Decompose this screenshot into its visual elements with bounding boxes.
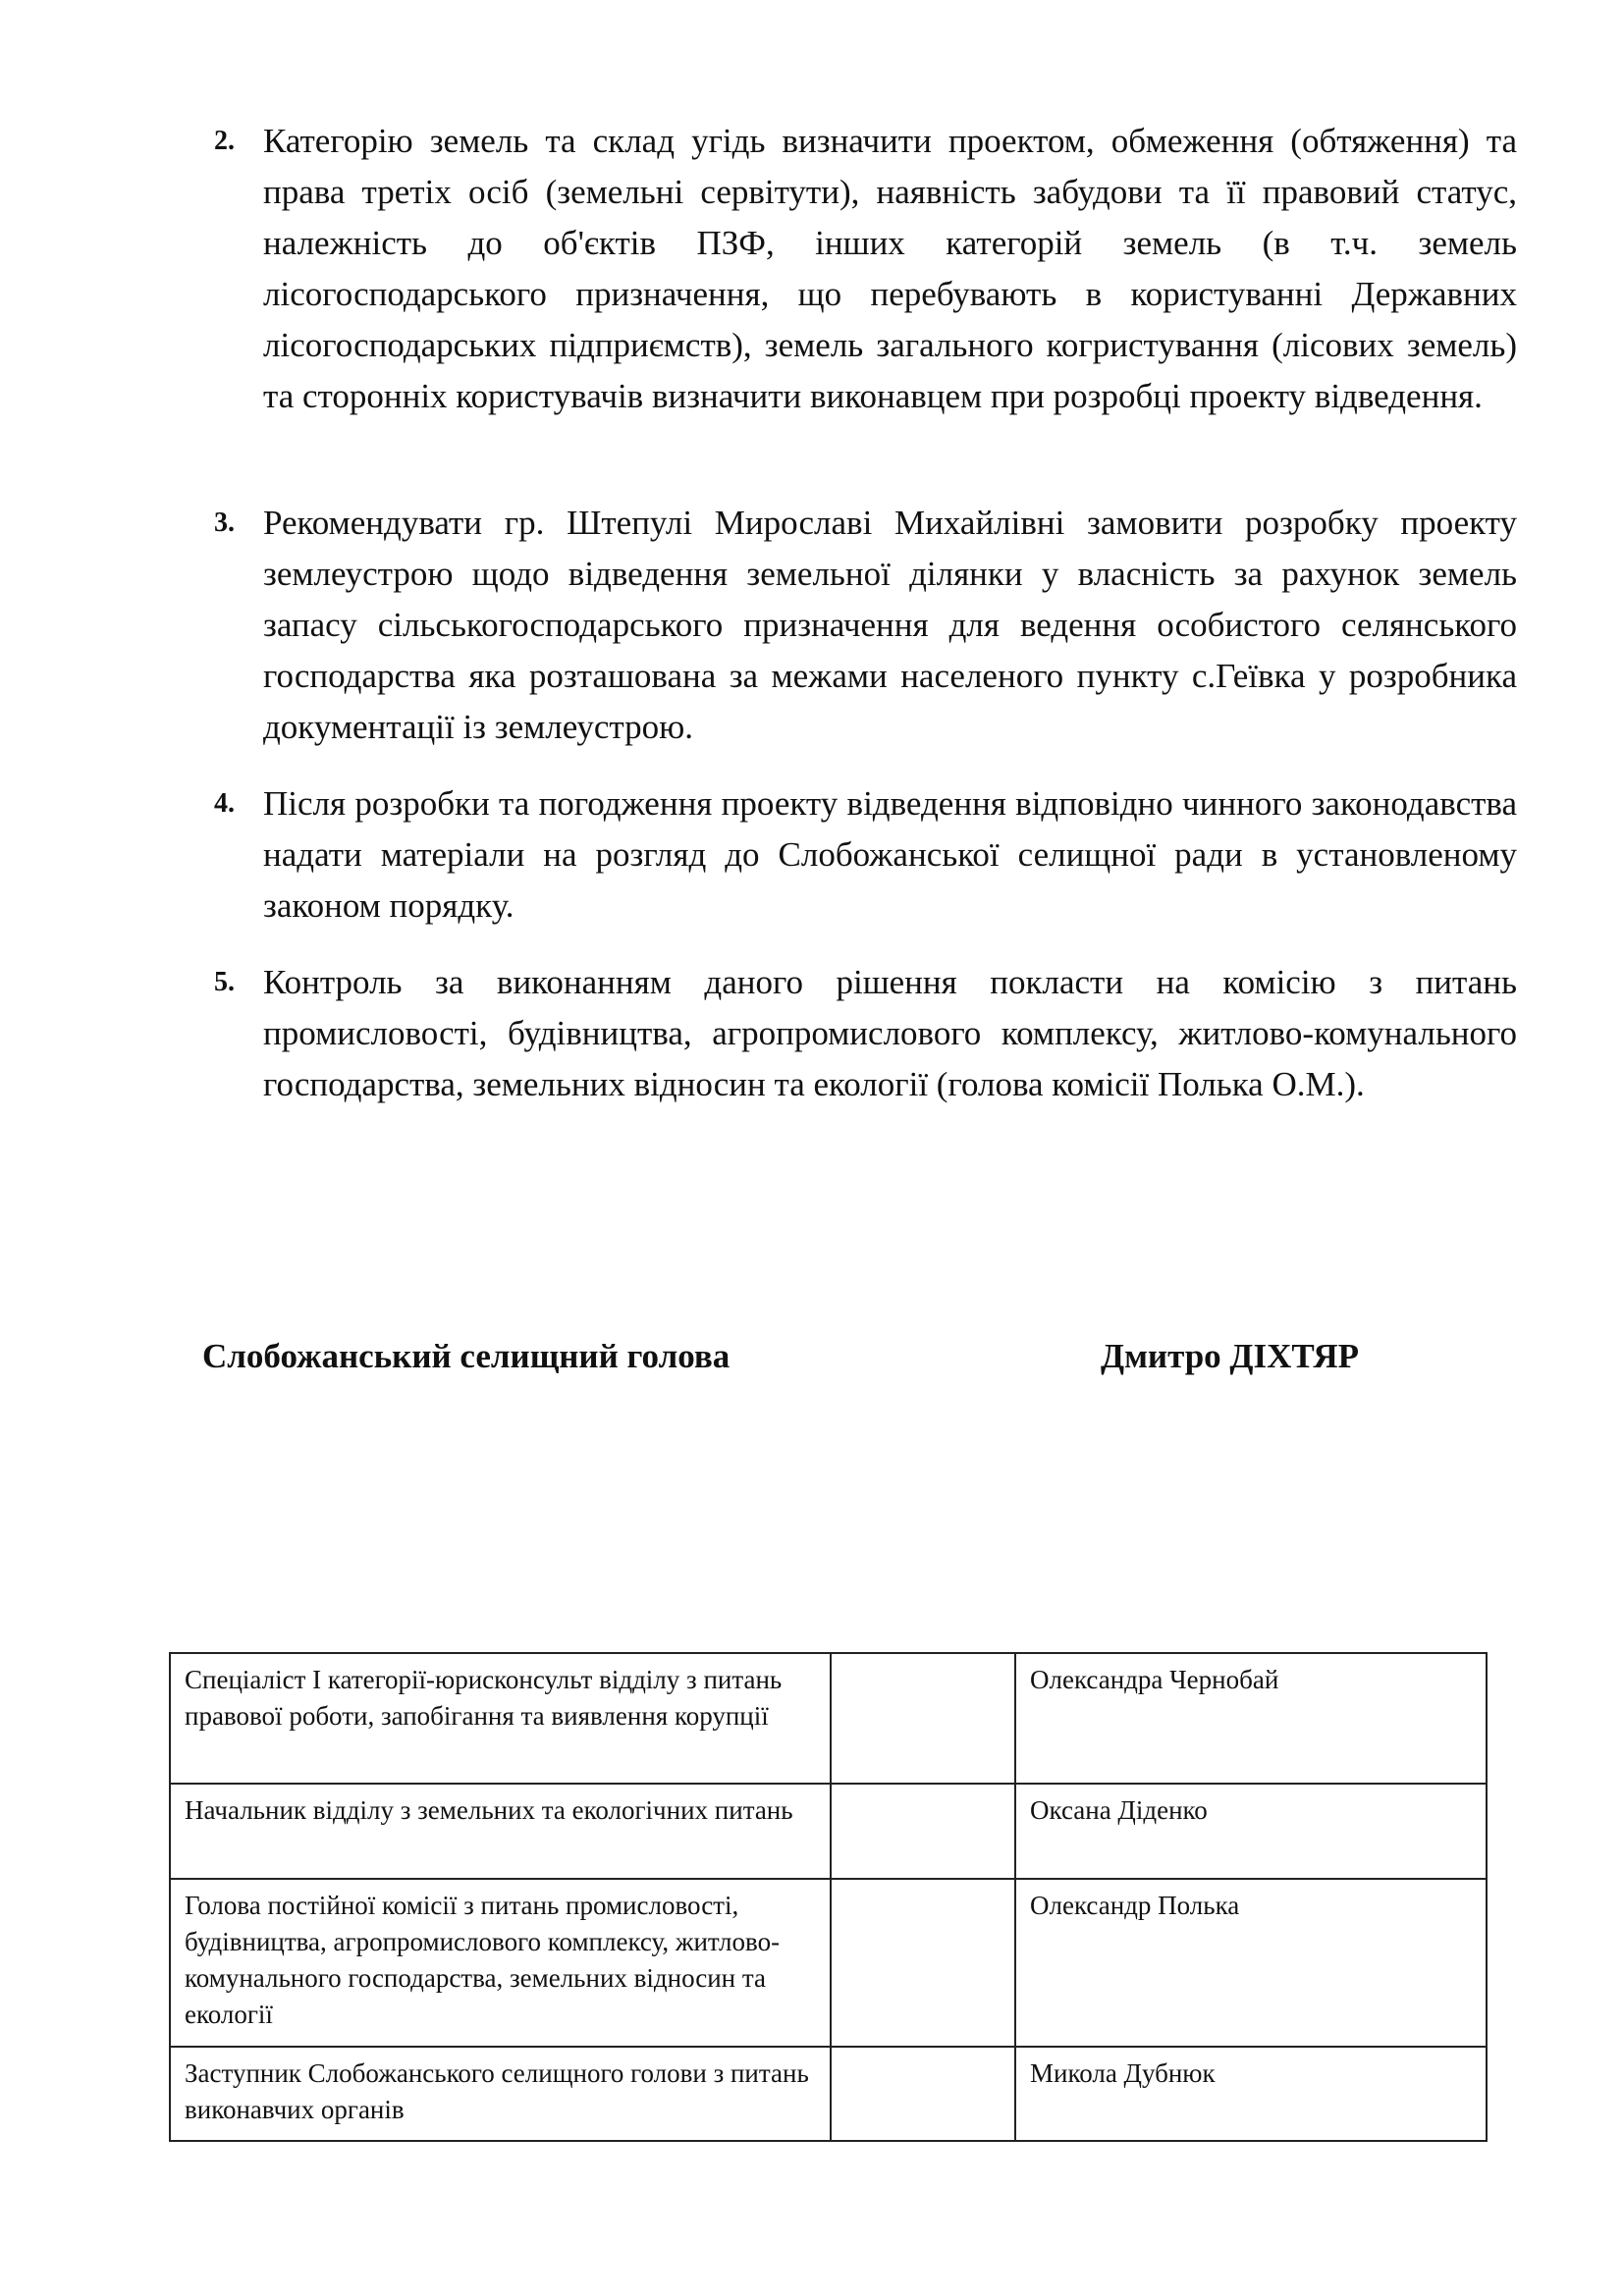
signature-cell	[831, 1784, 1015, 1879]
approval-table	[169, 1652, 1488, 2142]
signature-cell	[831, 2047, 1015, 2141]
decision-item-5	[214, 957, 1517, 1110]
approver-name: Олександр Полька	[1015, 1879, 1487, 2047]
item-text: Рекомендувати гр. Штепулі Мирославі Михайлівні замовити розробку проекту землеустрою щодо відведення земельної ділянки у власність за рахунок земель запасу сільськогосподарського призначення для ведення особистого селянського господарства яка розташована за межами населеного пункту с.Геївка у розробника документації із землеустрою.	[263, 504, 1517, 746]
item-text: Контроль за виконанням даного рішення покласти на комісію з питань промисловості, будівництва, агропромислового комплексу, житлово-комунального господарства, земельних відносин та екології (голова комісії Полька О.М.).	[263, 963, 1517, 1103]
item-number: 2.	[214, 126, 235, 156]
item-text: Після розробки та погодження проекту відведення відповідно чинного законодавства надати матеріали на розгляд до Слобожанської селищної ради в установленому законом порядку.	[263, 784, 1517, 925]
signatory-title: Слобожанський селищний голова	[202, 1337, 731, 1375]
signature-cell	[831, 1653, 1015, 1784]
approver-role: Голова постійної комісії з питань промисловості, будівництва, агропромислового комплексу, житлово-комунального господарства, земельних відносин та екології	[170, 1879, 831, 2047]
item-text: Категорію земель та склад угідь визначити проектом, обмеження (обтяження) та права третіх осіб (земельні сервітути), наявність забудови та її правовий статус, належність до об'єктів ПЗФ, інших категорій земель (в т.ч. земель лісогосподарського призначення, що перебувають в користуванні Державних лісогосподарських підприємств), земель загального когристування (лісових земель) та сторонніх користувачів визначити виконавцем при розробці проекту відведення.	[263, 122, 1517, 415]
item-number: 3.	[214, 507, 235, 538]
table-row	[170, 1879, 1487, 2047]
decision-item-4	[214, 778, 1517, 932]
approver-name: Оксана Діденко	[1015, 1784, 1487, 1879]
table-row	[170, 1784, 1487, 1879]
table-row	[170, 2047, 1487, 2141]
approver-role: Заступник Слобожанського селищного голови з питань виконавчих органів	[170, 2047, 831, 2141]
signature-cell	[831, 1879, 1015, 2047]
table-row	[170, 1653, 1487, 1784]
approver-name: Микола Дубнюк	[1015, 2047, 1487, 2141]
item-number: 4.	[214, 788, 235, 819]
approver-role: Спеціаліст І категорії-юрисконсульт відділу з питань правової роботи, запобігання та виявлення корупції	[170, 1653, 831, 1784]
approver-role: Начальник відділу з земельних та екологічних питань	[170, 1784, 831, 1879]
signature-block	[202, 1337, 1410, 1396]
decision-item-2	[214, 116, 1517, 422]
approver-name: Олександра Чернобай	[1015, 1653, 1487, 1784]
item-number: 5.	[214, 967, 235, 997]
decision-item-3	[214, 498, 1517, 753]
signatory-name: Дмитро ДІХТЯР	[1101, 1337, 1360, 1375]
